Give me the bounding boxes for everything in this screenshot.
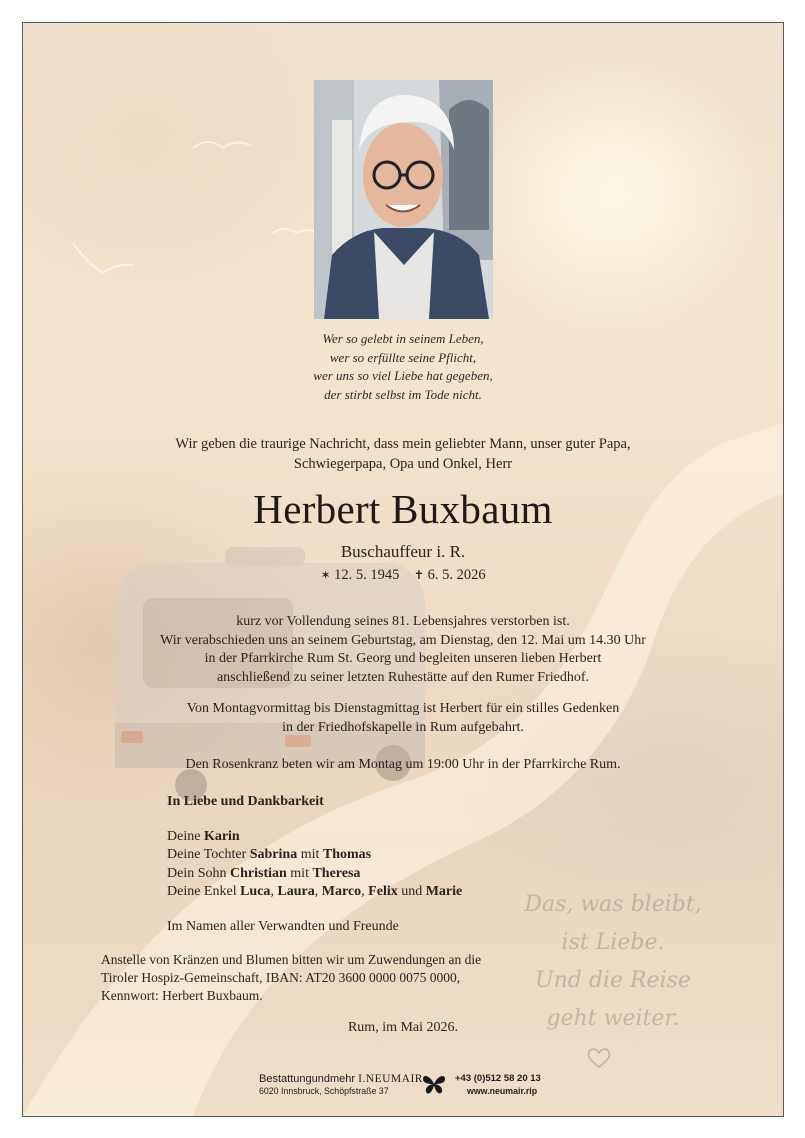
obituary-card xyxy=(22,22,784,1117)
family-list xyxy=(167,828,462,901)
family-name: Karin xyxy=(203,829,240,844)
family-line-wife xyxy=(167,828,462,846)
family-line-grandchildren xyxy=(167,883,462,901)
funeral-home-footer xyxy=(259,1073,559,1107)
funeral-home-website: www.neumair.rip xyxy=(467,1086,538,1096)
donation-line: Tiroler Hospiz-Gemeinschaft, IBAN: AT20 3600 0000 0075 0000, xyxy=(101,970,461,985)
family-name: Felix xyxy=(368,883,398,899)
separator: , xyxy=(361,883,365,899)
quote-line: Das, was bleibt, xyxy=(524,892,702,917)
connector: und xyxy=(401,883,423,899)
viewing-line: Von Montagvormittag bis Dienstagmittag ist Herbert für ein stilles Gedenken xyxy=(186,701,620,716)
bird-silhouettes xyxy=(73,142,317,273)
details-line: anschließend zu seiner letzten Ruhestätte auf den Rumer Friedhof. xyxy=(216,669,590,685)
prefix: Dein Sohn xyxy=(167,865,227,881)
memorial-poem xyxy=(23,330,783,404)
separator: , xyxy=(270,883,274,899)
details-line: Wir verabschieden uns an seinem Geburtstag, am Dienstag, den 12. Mai um 14.30 Uhr xyxy=(160,632,646,648)
closing-phrase: In Liebe und Dankbarkeit xyxy=(167,794,324,809)
butterfly-logo-icon xyxy=(421,1071,447,1097)
announcement-intro xyxy=(23,434,783,474)
donation-request xyxy=(101,951,481,1005)
family-name: Sabrina xyxy=(249,847,298,863)
prefix: Deine Enkel xyxy=(167,883,237,899)
place-date: Rum, im Mai 2026. xyxy=(347,1020,459,1035)
family-line-daughter xyxy=(167,846,462,864)
connector: mit xyxy=(300,847,320,863)
separator: , xyxy=(314,883,319,899)
funeral-home-phone: +43 (0)512 58 20 13 xyxy=(455,1073,541,1084)
viewing-line: in der Friedhofskapelle in Rum aufgebahrt. xyxy=(282,719,524,735)
portrait-photo xyxy=(314,80,493,319)
quote-line: geht weiter. xyxy=(546,1006,680,1031)
rosary-details: Den Rosenkranz beten wir am Montag um 19:00 Uhr in der Pfarrkirche Rum. xyxy=(185,757,621,772)
donation-line: Anstelle von Kränzen und Blumen bitten wir um Zuwendungen an die xyxy=(101,952,482,967)
death-date: 6. 5. 2026 xyxy=(427,567,486,583)
intro-line: Schwiegerpapa, Opa und Onkel, Herr xyxy=(293,456,513,472)
intro-line: Wir geben die traurige Nachricht, dass mein geliebter Mann, unser guter Papa, xyxy=(175,436,631,452)
script-quote xyxy=(493,886,733,1038)
poem-line: wer so erfüllte seine Pflicht, xyxy=(329,349,477,365)
occupation: Buschauffeur i. R. xyxy=(340,542,466,561)
funeral-details xyxy=(23,613,783,687)
family-name: Marco xyxy=(321,883,362,899)
family-line-son xyxy=(167,865,462,883)
poem-line: wer uns so viel Liebe hat gegeben, xyxy=(313,368,493,383)
prefix: Deine xyxy=(167,829,201,844)
viewing-details xyxy=(23,700,783,737)
details-line: kurz vor Vollendung seines 81. Lebensjahres verstorben ist. xyxy=(236,614,570,629)
funeral-home-brand xyxy=(259,1073,423,1085)
prefix: Deine Tochter xyxy=(167,847,247,863)
birth-date: 12. 5. 1945 xyxy=(334,567,400,583)
poem-line: Wer so gelebt in seinem Leben, xyxy=(322,331,484,346)
family-name: Marie xyxy=(425,883,463,899)
quote-line: ist Liebe. xyxy=(561,930,665,955)
deceased-name: Herbert Buxbaum xyxy=(253,486,553,532)
death-cross-icon: ✝ xyxy=(413,568,424,582)
family-name: Theresa xyxy=(312,865,361,881)
family-name: Christian xyxy=(230,865,287,881)
brand-name: I.NEUMAIR xyxy=(358,1073,423,1085)
brand-prefix: Bestattungundmehr xyxy=(259,1073,356,1085)
donation-line: Kennwort: Herbert Buxbaum. xyxy=(101,988,263,1003)
relatives-line: Im Namen aller Verwandten und Freunde xyxy=(167,919,399,934)
connector: mit xyxy=(290,865,309,881)
quote-line: Und die Reise xyxy=(535,968,691,993)
life-dates xyxy=(23,565,783,585)
family-name: Luca xyxy=(240,883,271,899)
birth-star-icon: ✶ xyxy=(320,568,331,582)
poem-line: der stirbt selbst im Tode nicht. xyxy=(324,386,482,402)
family-name: Laura xyxy=(277,883,315,899)
family-name: Thomas xyxy=(322,847,372,863)
funeral-home-address: 6020 Innsbruck, Schöpfstraße 37 xyxy=(259,1086,389,1096)
details-line: in der Pfarrkirche Rum St. Georg und begleiten unseren lieben Herbert xyxy=(204,651,602,667)
heart-icon xyxy=(586,1047,612,1069)
